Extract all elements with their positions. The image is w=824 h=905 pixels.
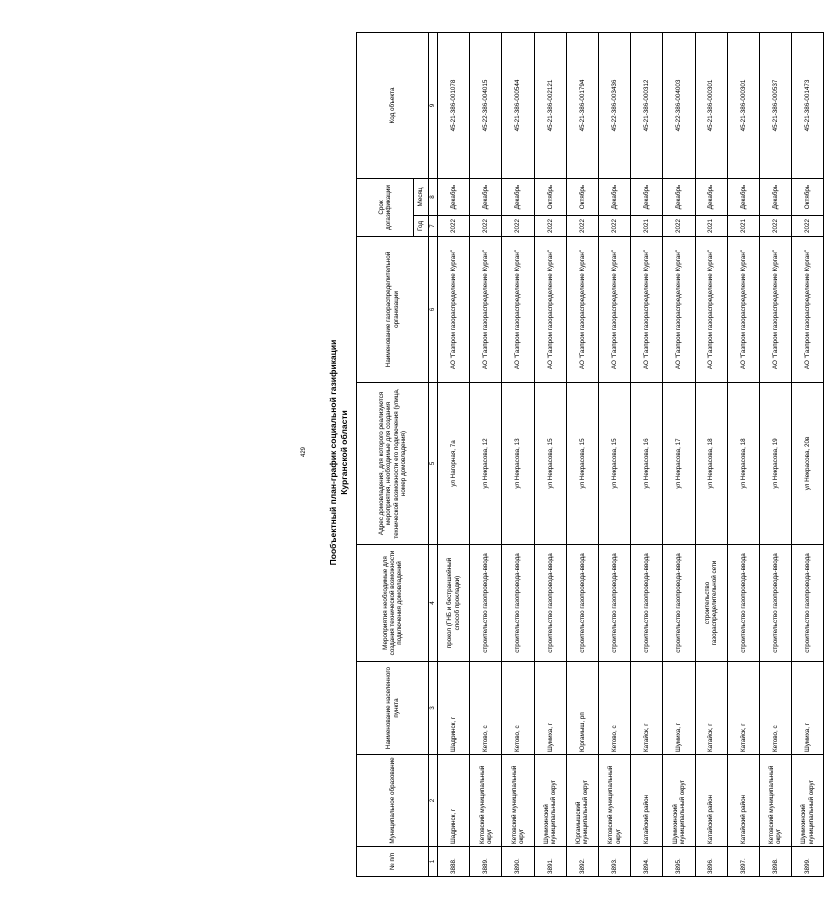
column-number: 4 — [429, 545, 438, 662]
cell-address: ул Некрасова, 18 — [695, 383, 727, 545]
table-body — [438, 33, 824, 877]
cell-code: 45-21-386-001078 — [438, 33, 470, 179]
header-num: № п/п — [357, 847, 429, 877]
cell-code: 45-21-386-000301 — [695, 33, 727, 179]
cell-month: Декабрь — [727, 179, 759, 216]
title-line-1: Пообъектный план-график социальной газификации — [328, 339, 338, 566]
table-row — [438, 33, 470, 877]
cell-code: 45-21-386-000537 — [759, 33, 791, 179]
cell-num: 3891. — [534, 847, 566, 877]
cell-event: строительство газопровода-ввода — [598, 545, 630, 662]
cell-settlement: Катайск, г — [631, 662, 663, 755]
cell-code: 45-21-386-000312 — [631, 33, 663, 179]
table-row — [727, 33, 759, 877]
column-number: 9 — [429, 33, 438, 179]
cell-month: Октябрь — [566, 179, 598, 216]
cell-municipality: Катайский район — [727, 755, 759, 847]
cell-num: 3895. — [663, 847, 695, 877]
cell-month: Октябрь — [534, 179, 566, 216]
cell-settlement: Кетово, с — [502, 662, 534, 755]
column-number: 6 — [429, 237, 438, 383]
cell-num: 3889. — [470, 847, 502, 877]
column-number: 3 — [429, 662, 438, 755]
gasification-table — [356, 32, 824, 877]
cell-settlement: Шумиха, г — [663, 662, 695, 755]
table-row — [695, 33, 727, 877]
table-row — [631, 33, 663, 877]
cell-num: 3890. — [502, 847, 534, 877]
cell-year: 2021 — [695, 216, 727, 237]
table-row — [759, 33, 791, 877]
cell-settlement: Кетово, с — [598, 662, 630, 755]
cell-month: Декабрь — [470, 179, 502, 216]
table-row — [470, 33, 502, 877]
cell-event: строительство газораспределительной сети — [695, 545, 727, 662]
cell-month: Декабрь — [631, 179, 663, 216]
cell-event: прокол (ГНБ и бестраншейный способ прокладки) — [438, 545, 470, 662]
table-row — [502, 33, 534, 877]
cell-month: Декабрь — [759, 179, 791, 216]
cell-organization: АО "Газпром газораспределение Курган" — [470, 237, 502, 383]
cell-code: 45-21-386-002121 — [534, 33, 566, 179]
cell-settlement: Шумиха, г — [792, 662, 824, 755]
cell-num: 3896. — [695, 847, 727, 877]
cell-num: 3898. — [759, 847, 791, 877]
column-number: 5 — [429, 383, 438, 545]
table-row — [663, 33, 695, 877]
cell-address: ул Некрасова, 16 — [631, 383, 663, 545]
cell-code: 45-22-386-003436 — [598, 33, 630, 179]
cell-month: Октябрь — [792, 179, 824, 216]
column-number: 1 — [429, 847, 438, 877]
cell-year: 2022 — [598, 216, 630, 237]
header-row — [357, 33, 414, 877]
cell-year: 2022 — [792, 216, 824, 237]
header-settlement: Наименование населенного пункта — [357, 662, 429, 755]
column-number: 7 — [429, 216, 438, 237]
cell-organization: АО "Газпром газораспределение Курган" — [598, 237, 630, 383]
cell-year: 2022 — [470, 216, 502, 237]
cell-event: строительство газопровода-ввода — [566, 545, 598, 662]
cell-organization: АО "Газпром газораспределение Курган" — [695, 237, 727, 383]
header-municipality: Муниципальное образование — [357, 755, 429, 847]
cell-municipality: Кетовский муниципальный округ — [759, 755, 791, 847]
cell-organization: АО "Газпром газораспределение Курган" — [438, 237, 470, 383]
cell-num: 3897. — [727, 847, 759, 877]
cell-address: ул Некрасова, 19 — [759, 383, 791, 545]
cell-event: строительство газопровода-ввода — [534, 545, 566, 662]
cell-month: Декабрь — [663, 179, 695, 216]
cell-organization: АО "Газпром газораспределение Курган" — [663, 237, 695, 383]
cell-municipality: Катайский район — [695, 755, 727, 847]
cell-num: 3892. — [566, 847, 598, 877]
table-row — [534, 33, 566, 877]
cell-municipality: Шумихинский муниципальный округ — [534, 755, 566, 847]
cell-num: 3894. — [631, 847, 663, 877]
cell-municipality: Кетовский муниципальный округ — [502, 755, 534, 847]
cell-address: ул Некрасова, 13 — [502, 383, 534, 545]
cell-municipality: Шумихинский муниципальный округ — [663, 755, 695, 847]
cell-address: ул Некрасова, 15 — [566, 383, 598, 545]
header-month: Месяц — [414, 179, 429, 216]
column-numbers-row — [429, 33, 438, 877]
header-organization: Наименование газораспределительной организации — [357, 237, 429, 383]
cell-month: Декабрь — [695, 179, 727, 216]
cell-event: строительство газопровода-ввода — [663, 545, 695, 662]
page-number: 429 — [301, 447, 307, 458]
cell-organization: АО "Газпром газораспределение Курган" — [792, 237, 824, 383]
cell-event: строительство газопровода-ввода — [631, 545, 663, 662]
cell-event: строительство газопровода-ввода — [792, 545, 824, 662]
cell-year: 2022 — [534, 216, 566, 237]
cell-municipality: Кетовский муниципальный округ — [598, 755, 630, 847]
cell-municipality: Катайский район — [631, 755, 663, 847]
cell-num: 3888. — [438, 847, 470, 877]
title-line-2: Курганской области — [339, 410, 349, 495]
cell-organization: АО "Газпром газораспределение Курган" — [631, 237, 663, 383]
header-year: Год — [414, 216, 429, 237]
cell-municipality: Шадринск, г — [438, 755, 470, 847]
cell-address: ул Некрасова, 20в — [792, 383, 824, 545]
cell-event: строительство газопровода-ввода — [727, 545, 759, 662]
header-code: Код объекта — [357, 33, 429, 179]
cell-settlement: Кетово, с — [470, 662, 502, 755]
cell-address: ул Нагорная, 7а — [438, 383, 470, 545]
cell-year: 2022 — [566, 216, 598, 237]
table-row — [566, 33, 598, 877]
cell-year: 2022 — [759, 216, 791, 237]
header-address: Адрес домовладения, для которого реализуются мероприятия, необходимые для создания технической возможности его подключения (улица, номер домовладения) — [357, 383, 429, 545]
header-event: Мероприятия необходимые для создания технической возможности подключения домовладений — [357, 545, 429, 662]
cell-settlement: Кетово, с — [759, 662, 791, 755]
cell-month: Декабрь — [502, 179, 534, 216]
cell-organization: АО "Газпром газораспределение Курган" — [534, 237, 566, 383]
cell-year: 2022 — [663, 216, 695, 237]
cell-code: 45-21-386-001473 — [792, 33, 824, 179]
cell-year: 2022 — [502, 216, 534, 237]
cell-settlement: Катайск, г — [727, 662, 759, 755]
column-number: 2 — [429, 755, 438, 847]
cell-address: ул Некрасова, 15 — [598, 383, 630, 545]
cell-municipality: Шумихинский муниципальный округ — [792, 755, 824, 847]
cell-organization: АО "Газпром газораспределение Курган" — [727, 237, 759, 383]
cell-year: 2021 — [727, 216, 759, 237]
cell-num: 3899. — [792, 847, 824, 877]
cell-month: Декабрь — [598, 179, 630, 216]
cell-num: 3893. — [598, 847, 630, 877]
cell-settlement: Катайск, г — [695, 662, 727, 755]
table-row — [792, 33, 824, 877]
cell-municipality: Кетовский муниципальный округ — [470, 755, 502, 847]
cell-address: ул Некрасова, 18 — [727, 383, 759, 545]
cell-settlement: Шадринск, г — [438, 662, 470, 755]
cell-event: строительство газопровода-ввода — [470, 545, 502, 662]
header-deadline: Срок догазификации — [357, 179, 414, 237]
cell-event: строительство газопровода-ввода — [502, 545, 534, 662]
cell-event: строительство газопровода-ввода — [759, 545, 791, 662]
cell-address: ул Некрасова, 12 — [470, 383, 502, 545]
column-number: 8 — [429, 179, 438, 216]
cell-municipality: Юргамышский муниципальный округ — [566, 755, 598, 847]
cell-code: 45-21-386-000301 — [727, 33, 759, 179]
cell-address: ул Некрасова, 17 — [663, 383, 695, 545]
cell-code: 45-21-386-000544 — [502, 33, 534, 179]
cell-year: 2022 — [438, 216, 470, 237]
cell-address: ул Некрасова, 15 — [534, 383, 566, 545]
table-row — [598, 33, 630, 877]
cell-organization: АО "Газпром газораспределение Курган" — [566, 237, 598, 383]
cell-code: 45-22-386-004003 — [663, 33, 695, 179]
cell-settlement: Шумиха, г — [534, 662, 566, 755]
cell-organization: АО "Газпром газораспределение Курган" — [759, 237, 791, 383]
cell-code: 45-22-386-004015 — [470, 33, 502, 179]
cell-code: 45-21-386-001794 — [566, 33, 598, 179]
document-title — [328, 0, 350, 905]
cell-organization: АО "Газпром газораспределение Курган" — [502, 237, 534, 383]
cell-month: Декабрь — [438, 179, 470, 216]
cell-year: 2021 — [631, 216, 663, 237]
cell-settlement: Юргамыш, рп — [566, 662, 598, 755]
